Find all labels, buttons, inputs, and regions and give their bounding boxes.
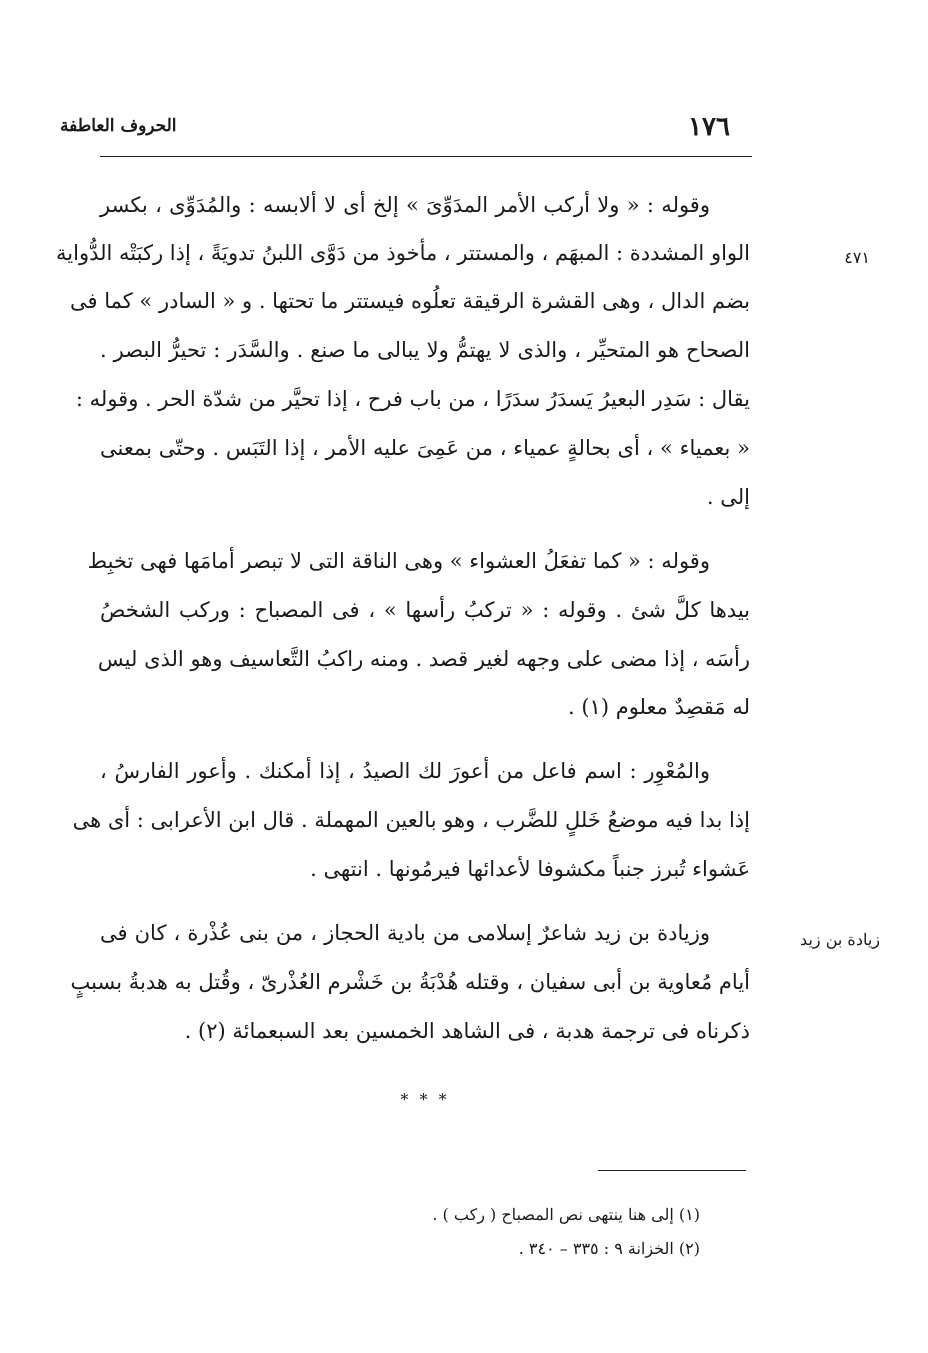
text-line: إلى . — [706, 485, 750, 509]
text-line: الصحاح هو المتحيِّر ، والذى لا يهتمُّ ولا يبالى ما صنع . والسَّدَر : تحيرُّ البصر . — [100, 338, 750, 362]
text-line: وقوله : « كما تفعَلُ العشواء » وهى الناقة التى لا تبصر أمامَها فهى تخبِط — [87, 549, 710, 573]
margin-person-name: زيادة بن زيد — [800, 930, 880, 949]
footnote-1: (١) إلى هنا ينتهى نص المصباح ( ركب ) . — [432, 1205, 700, 1224]
text-line: إذا بدا فيه موضعُ خَللٍ للضَّرب ، وهو بالعين المهملة . قال ابن الأعرابى : أى هى — [72, 808, 750, 832]
text-line: أيام مُعاوية بن أبى سفيان ، وقتله هُدْبَةُ بن خَشْرم العُذْرىّ ، وقُتل به هدبةُ بسببٍ — [70, 970, 750, 994]
text-line: والمُعْوِر : اسم فاعل من أعورَ لك الصيدُ ، إذا أمكنك . وأعور الفارسُ ، — [100, 759, 710, 783]
running-title: الحروف العاطفة — [60, 116, 177, 136]
text-line: له مَقصِدٌ معلوم (١) . — [568, 695, 750, 719]
text-line: الواو المشددة : المبهَم ، والمستتر ، مأخوذ من دَوَّى اللبنُ تدويَةً ، إذا ركبَتْه الدُّواية — [56, 241, 750, 265]
header-rule — [100, 156, 752, 157]
text-line: « بعمياء » ، أى بحالةٍ عمياء ، من عَمِىَ عليه الأمر ، إذا التَبَس . وحتّى بمعنى — [100, 436, 750, 460]
text-line: وزيادة بن زيد شاعرٌ إسلامى من بادية الحجاز ، من بنى عُذْرة ، كان فى — [100, 921, 710, 945]
text-line: بيدها كلَّ شئ . وقوله : « تركبُ رأسها » ، فى المصباح : وركب الشخصُ — [100, 598, 750, 622]
text-line: وقوله : « ولا أركب الأمر المدَوِّىَ » إلخ أى لا ألابسه : والمُدَوِّى ، بكسر — [100, 193, 710, 217]
section-separator: * * * — [400, 1090, 450, 1109]
text-line: عَشواء تُبرز جنباً مكشوفا لأعدائها فيرمُونها . انتهى . — [310, 857, 750, 881]
text-line: ذكرناه فى ترجمة هدبة ، فى الشاهد الخمسين بعد السبعمائة (٢) . — [184, 1019, 750, 1043]
footnote-rule — [598, 1170, 746, 1171]
text-line: بضم الدال ، وهى القشرة الرقيقة تعلُوه فيستتر ما تحتها . و « السادر » كما فى — [70, 289, 750, 313]
margin-verse-number: ٤٧١ — [844, 248, 870, 267]
text-line: رأسَه ، إذا مضى على وجهه لغير قصد . ومنه راكبُ التَّعاسيف وهو الذى ليس — [97, 647, 750, 671]
footnote-2: (٢) الخزانة ٩ : ٣٣٥ – ٣٤٠ . — [518, 1239, 700, 1258]
page-number: ١٧٦ — [688, 112, 730, 142]
text-line: يقال : سَدِر البعيرُ يَسدَرُ سدَرًا ، من باب فرح ، إذا تحيَّر من شدّة الحر . وقوله : — [75, 387, 750, 411]
